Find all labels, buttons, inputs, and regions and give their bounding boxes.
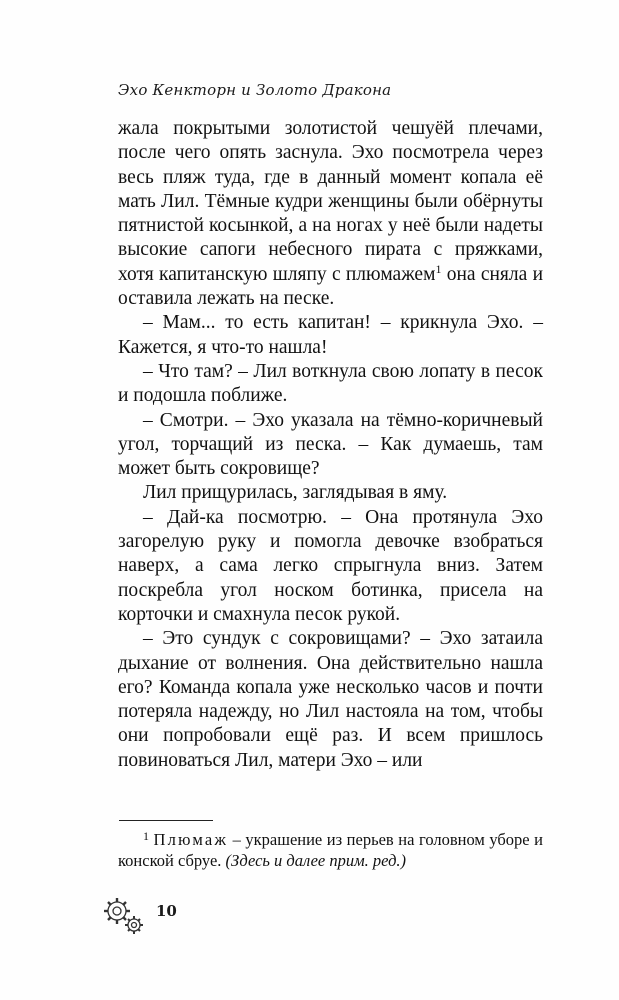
editor-note: (Здесь и далее прим. ред.) (225, 851, 407, 870)
paragraph: – Что там? – Лил воткнула свою лопату в песок и подошла поближе. (118, 360, 543, 407)
main-text (118, 117, 543, 773)
footnote-term: Плюмаж (153, 830, 229, 849)
paragraph: – Это сундук с сокровищами? – Эхо затаила дыхание от волнения. Она действительно нашла его? Команда копала уже несколько часов и почти потеряла надежду, но Лил настояла на том, чтобы они попробовали ещё раз. И всем пришлось повиноваться Лил, матери Эхо – или (118, 628, 543, 771)
footnote (118, 826, 543, 871)
gears-icon (102, 895, 148, 935)
paragraph-text: она сняла и оставила лежать на песке. (118, 263, 543, 310)
footnote-definition: – украшение из перьев на головном уборе и конской сбруе. (118, 830, 543, 870)
footnote-reference: 1 (435, 261, 442, 276)
paragraph: – Смотри. – Эхо указала на тёмно-коричневый угол, торчащий из песка. – Как думаешь, там может быть сокровище? (118, 409, 543, 480)
paragraph: Лил прищурилась, заглядывая в яму. (143, 482, 448, 504)
footnote-number: 1 (143, 829, 149, 843)
paragraph: – Мам... то есть капитан! – крикнула Эхо. – Кажется, я что-то нашла! (118, 312, 543, 358)
page-number: 10 (156, 902, 177, 920)
paragraph-text: жала покрытыми золотистой чешуёй плечами, после чего опять заснула. Эхо посмотрела через весь пляж туда, где в данный момент копала её мать Лил. Тёмные кудри женщины были обёрнуты пятнистой косынкой, а на ногах у неё были надеты высокие сапоги небесного пирата с пряжками, хотя капитанскую шляпу с плюмажем (118, 118, 543, 285)
footnote-divider (119, 820, 213, 821)
running-title: Эхо Кенкторн и Золото Дракона (118, 81, 392, 99)
paragraph (118, 117, 543, 311)
paragraph: – Дай-ка посмотрю. – Она протянула Эхо загорелую руку и помогла девочке взобраться наверх, а сама легко спрыгнула вниз. Затем поскребла угол носком ботинка, присела на корточки и смахнула песок рукой. (118, 506, 543, 625)
